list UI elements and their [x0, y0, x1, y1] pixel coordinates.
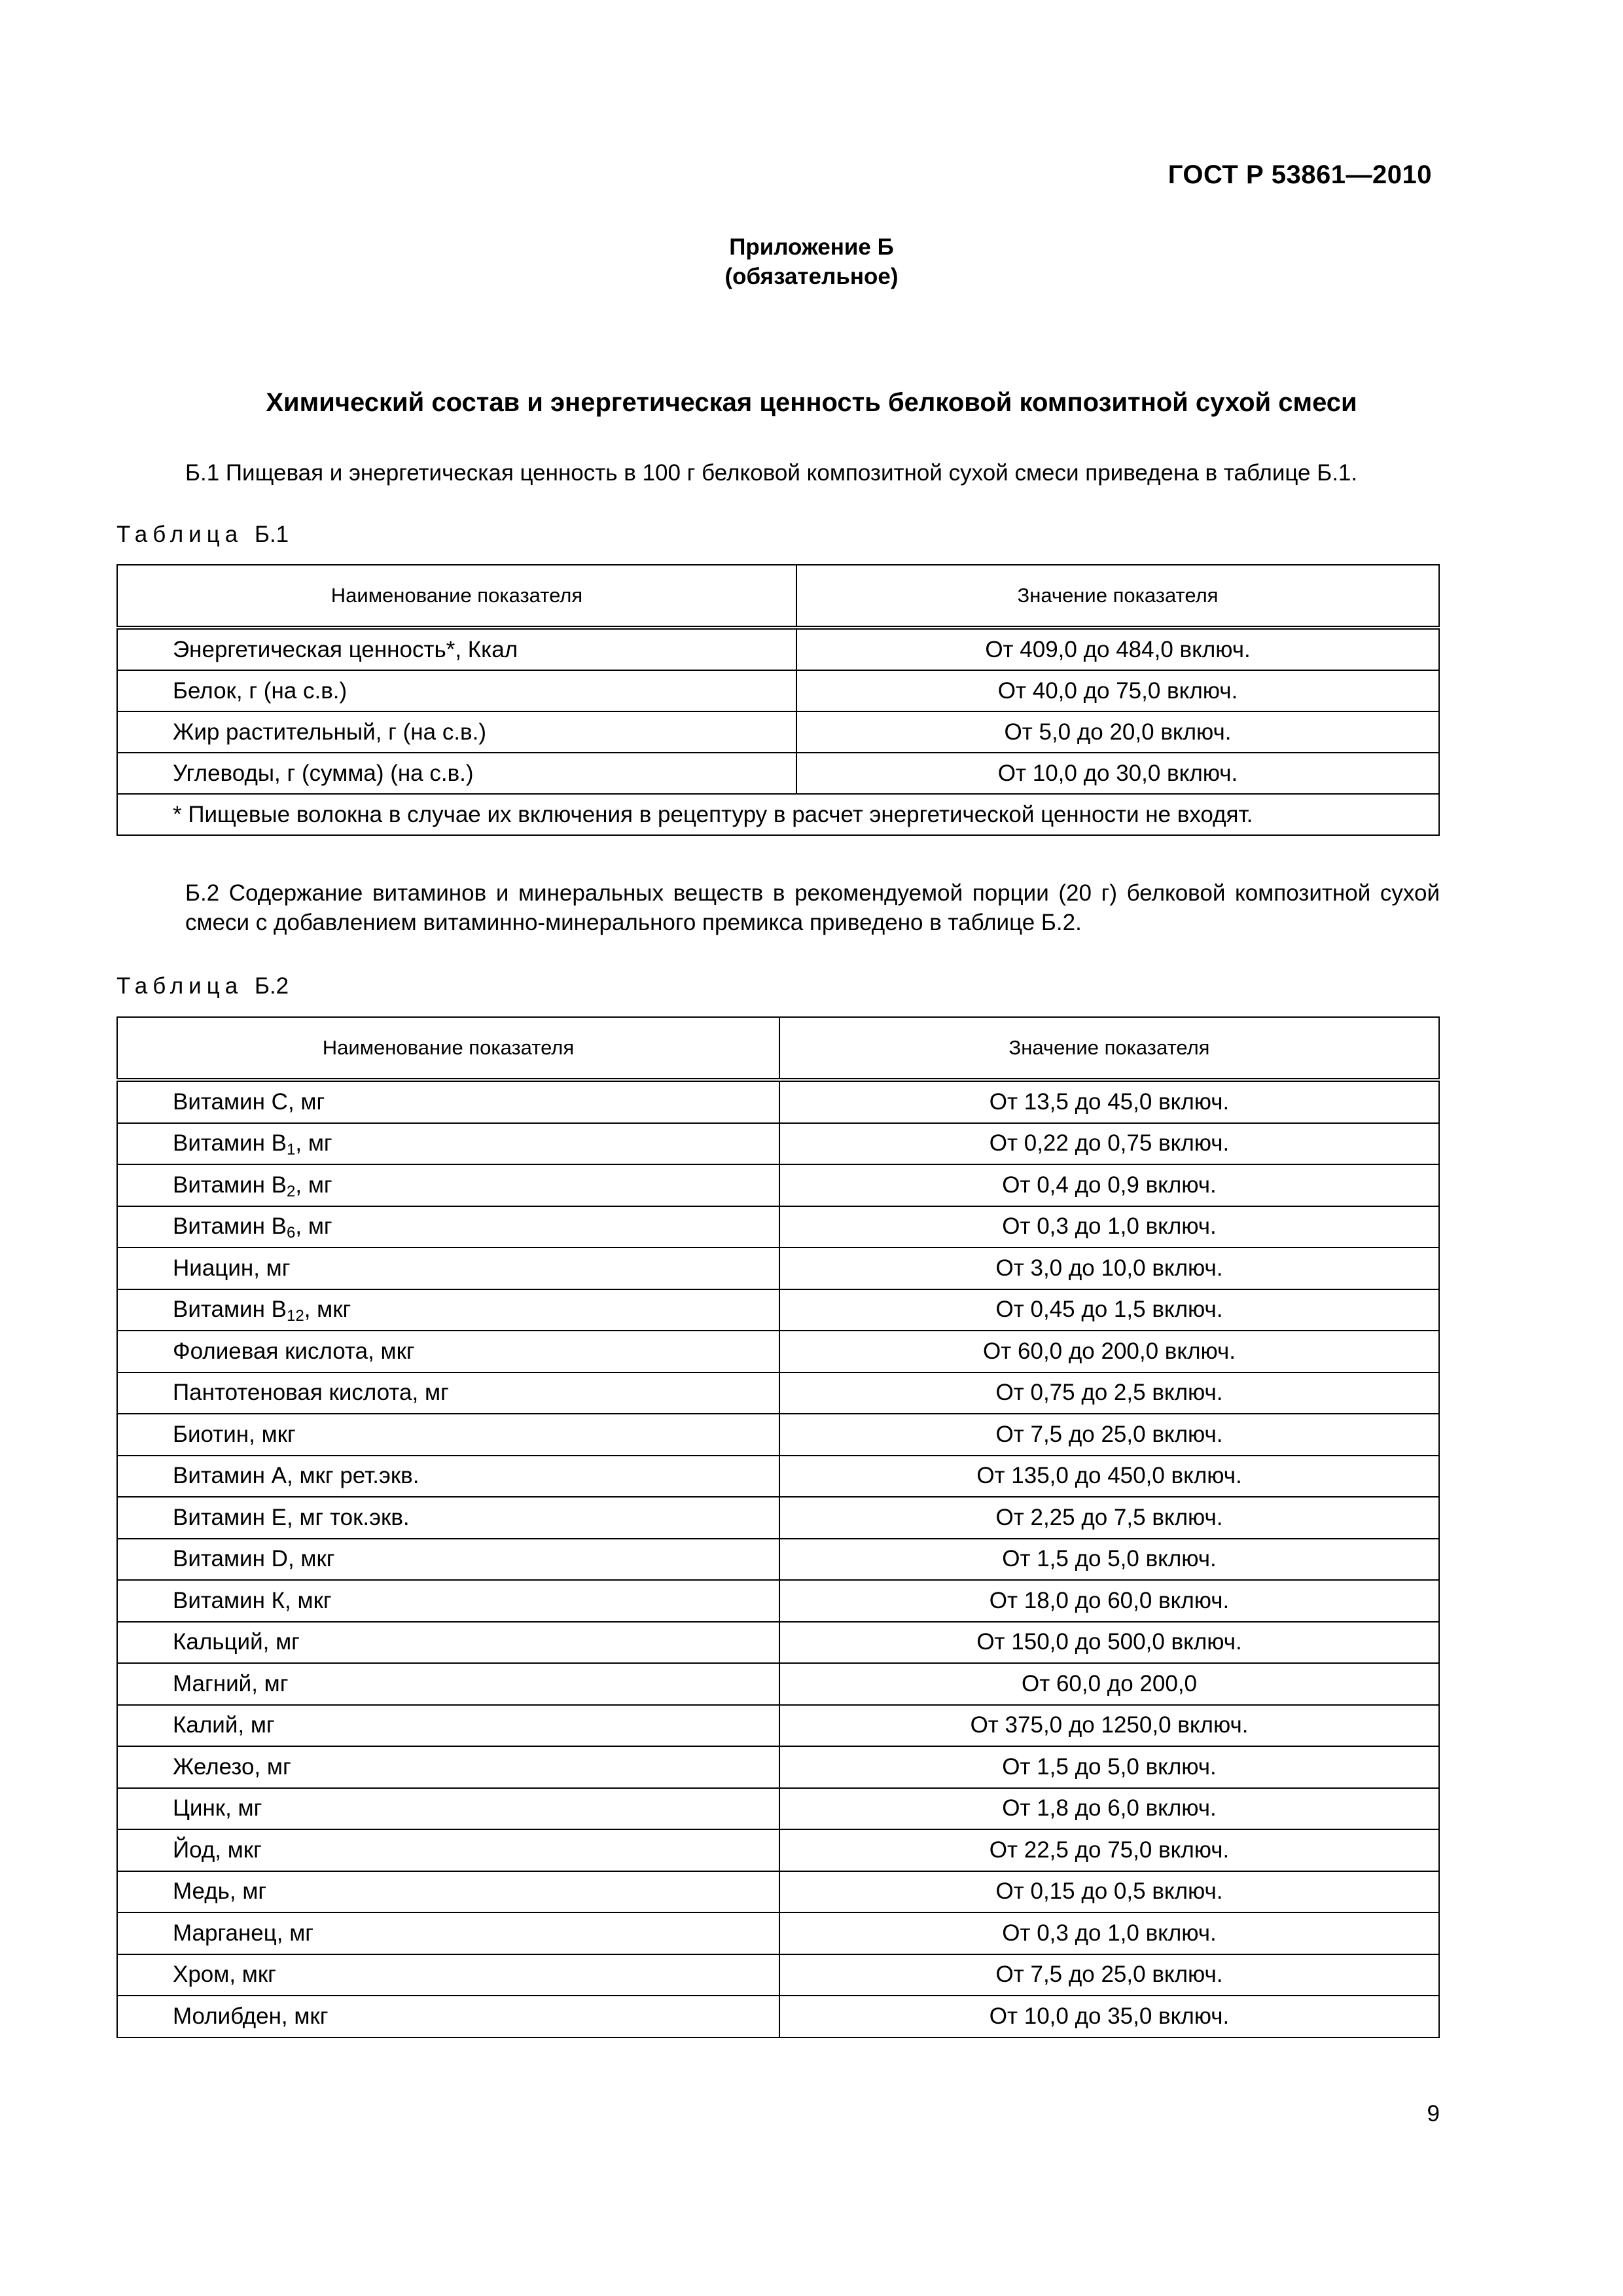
table-row — [117, 1788, 1439, 1830]
indicator-name-text: Витамин В — [173, 1172, 287, 1198]
indicator-name — [117, 1206, 779, 1248]
indicator-value: От 5,0 до 20,0 включ. — [796, 711, 1439, 753]
indicator-name — [117, 1912, 779, 1954]
indicator-name-text: Хром, мкг — [173, 1962, 276, 1988]
indicator-name-text: Витамин Е, мг ток.экв. — [173, 1504, 410, 1530]
indicator-name — [117, 1331, 779, 1372]
indicator-value: От 2,25 до 7,5 включ. — [779, 1497, 1439, 1539]
indicator-name — [117, 1622, 779, 1664]
indicator-name — [117, 1539, 779, 1581]
indicator-unit: , мг — [295, 1172, 332, 1198]
indicator-value: От 0,15 до 0,5 включ. — [779, 1871, 1439, 1913]
paragraph-b1-text: Б.1 Пищевая и энергетическая ценность в 100 г белковой композитной сухой смеси приведена в таблице Б.1. — [185, 460, 1358, 486]
indicator-value: От 7,5 до 25,0 включ. — [779, 1414, 1439, 1456]
indicator-name-text: Витамин D, мкг — [173, 1546, 335, 1572]
table-row — [117, 1622, 1439, 1664]
indicator-value: От 150,0 до 500,0 включ. — [779, 1622, 1439, 1664]
table1-header-value: Значение показателя — [796, 565, 1439, 628]
indicator-value: От 40,0 до 75,0 включ. — [796, 670, 1439, 711]
appendix-title: Приложение Б — [729, 234, 894, 260]
indicator-name-text: Ниацин, мг — [173, 1255, 291, 1281]
indicator-value: От 0,22 до 0,75 включ. — [779, 1123, 1439, 1165]
table-row — [117, 1746, 1439, 1788]
indicator-name-text: Железо, мг — [173, 1753, 291, 1780]
indicator-value: От 10,0 до 30,0 включ. — [796, 753, 1439, 794]
table1-caption-number: Б.1 — [254, 522, 289, 547]
indicator-name — [117, 1996, 779, 2037]
table-row — [117, 1080, 1439, 1123]
indicator-value: От 22,5 до 75,0 включ. — [779, 1829, 1439, 1871]
indicator-value: От 3,0 до 10,0 включ. — [779, 1247, 1439, 1289]
paragraph-b2 — [116, 878, 1440, 937]
indicator-name-text: Витамин С, мг — [173, 1088, 325, 1115]
indicator-value: От 0,4 до 0,9 включ. — [779, 1164, 1439, 1206]
document-code: ГОСТ Р 53861—2010 — [1168, 160, 1432, 189]
indicator-value: От 1,5 до 5,0 включ. — [779, 1746, 1439, 1788]
table-row — [117, 1705, 1439, 1747]
indicator-name — [117, 1456, 779, 1498]
indicator-name — [117, 1164, 779, 1206]
table-row — [117, 1663, 1439, 1705]
indicator-name — [117, 1414, 779, 1456]
indicator-name-text: Белок, г (на с.в.) — [173, 677, 348, 704]
indicator-name — [117, 1497, 779, 1539]
indicator-name-text: Витамин А, мкг рет.экв. — [173, 1463, 419, 1489]
paragraph-b2-text: Б.2 Содержание витаминов и минеральных веществ в рекомендуемой порции (20 г) белковой композитной сухой смеси с добавлением витаминно-минерального премикса приведено в таблице Б.2. — [185, 880, 1440, 935]
table-row — [117, 1164, 1439, 1206]
indicator-subscript: 6 — [287, 1224, 296, 1242]
indicator-name — [117, 1663, 779, 1705]
indicator-name-text: Йод, мкг — [173, 1837, 262, 1863]
indicator-value: От 13,5 до 45,0 включ. — [779, 1080, 1439, 1123]
indicator-name-text: Цинк, мг — [173, 1795, 262, 1821]
indicator-name-text: Молибден, мкг — [173, 2003, 329, 2029]
table-row — [117, 1829, 1439, 1871]
table1-footnote: * Пищевые волокна в случае их включения в рецептуру в расчет энергетической ценности не входят. — [117, 794, 1439, 835]
table2-header-name: Наименование показателя — [117, 1017, 779, 1080]
indicator-name — [117, 670, 796, 711]
table-row — [117, 1414, 1439, 1456]
table1-caption — [116, 522, 289, 548]
indicator-value: От 1,5 до 5,0 включ. — [779, 1539, 1439, 1581]
indicator-name-text: Фолиевая кислота, мкг — [173, 1338, 415, 1364]
indicator-name-text: Калий, мг — [173, 1712, 275, 1738]
table1-caption-word: Таблица — [116, 522, 243, 547]
indicator-name-text: Марганец, мг — [173, 1920, 314, 1946]
table1-body — [117, 628, 1439, 794]
table1-header-name: Наименование показателя — [117, 565, 796, 628]
indicator-name — [117, 1788, 779, 1830]
indicator-value: От 375,0 до 1250,0 включ. — [779, 1705, 1439, 1747]
table-row — [117, 1247, 1439, 1289]
indicator-name — [117, 1123, 779, 1165]
indicator-name — [117, 628, 796, 670]
indicator-name — [117, 1372, 779, 1414]
indicator-name-text: Биотин, мкг — [173, 1421, 296, 1447]
indicator-name-text: Магний, мг — [173, 1670, 289, 1696]
table2-caption-word: Таблица — [116, 973, 243, 999]
indicator-name — [117, 1247, 779, 1289]
indicator-name-text: Витамин В — [173, 1297, 287, 1323]
table-row — [117, 1912, 1439, 1954]
indicator-name — [117, 1580, 779, 1622]
indicator-name-text: Углеводы, г (сумма) (на с.в.) — [173, 760, 474, 786]
table1-footnote-row — [117, 794, 1439, 835]
table-row — [117, 1996, 1439, 2037]
table1-header-row — [117, 565, 1439, 628]
indicator-name-text: Медь, мг — [173, 1878, 267, 1905]
indicator-value: От 10,0 до 35,0 включ. — [779, 1996, 1439, 2037]
table-row — [117, 1289, 1439, 1331]
table-row — [117, 1372, 1439, 1414]
table2-caption-number: Б.2 — [254, 973, 289, 999]
indicator-name — [117, 711, 796, 753]
table2-caption — [116, 973, 289, 999]
indicator-name — [117, 1289, 779, 1331]
indicator-value: От 0,75 до 2,5 включ. — [779, 1372, 1439, 1414]
indicator-unit: , мг — [295, 1213, 332, 1240]
page-number: 9 — [1427, 2101, 1440, 2126]
indicator-name-text: Кальций, мг — [173, 1629, 300, 1655]
table-row — [117, 1954, 1439, 1996]
indicator-value: От 1,8 до 6,0 включ. — [779, 1788, 1439, 1830]
indicator-value: От 0,3 до 1,0 включ. — [779, 1206, 1439, 1248]
table-b2 — [116, 1016, 1440, 2038]
table-row — [117, 1456, 1439, 1498]
indicator-value: От 60,0 до 200,0 — [779, 1663, 1439, 1705]
table2-header-row — [117, 1017, 1439, 1080]
indicator-unit: , мг — [295, 1130, 332, 1157]
table-b1 — [116, 564, 1440, 836]
indicator-value: От 135,0 до 450,0 включ. — [779, 1456, 1439, 1498]
indicator-subscript: 2 — [287, 1182, 296, 1200]
indicator-name-text: Витамин В — [173, 1130, 287, 1157]
table-row — [117, 1331, 1439, 1372]
indicator-name — [117, 1080, 779, 1123]
indicator-name-text: Энергетическая ценность*, Ккал — [173, 636, 518, 662]
table-row — [117, 670, 1439, 711]
table2-header-value: Значение показателя — [779, 1017, 1439, 1080]
indicator-value: От 7,5 до 25,0 включ. — [779, 1954, 1439, 1996]
indicator-value: От 0,3 до 1,0 включ. — [779, 1912, 1439, 1954]
indicator-value: От 409,0 до 484,0 включ. — [796, 628, 1439, 670]
table-row — [117, 1539, 1439, 1581]
table-row — [117, 1580, 1439, 1622]
paragraph-b1 — [116, 458, 1440, 488]
indicator-unit: , мкг — [304, 1297, 351, 1323]
table-row — [117, 1123, 1439, 1165]
indicator-subscript: 12 — [287, 1307, 304, 1325]
table-row — [117, 1206, 1439, 1248]
appendix-status: (обязательное) — [724, 264, 899, 289]
indicator-name — [117, 1954, 779, 1996]
indicator-name-text: Витамин К, мкг — [173, 1587, 332, 1613]
indicator-subscript: 1 — [287, 1141, 296, 1159]
indicator-name — [117, 753, 796, 794]
table-row — [117, 711, 1439, 753]
table-row — [117, 1871, 1439, 1913]
indicator-name-text: Жир растительный, г (на с.в.) — [173, 719, 487, 745]
indicator-name — [117, 1829, 779, 1871]
indicator-value: От 18,0 до 60,0 включ. — [779, 1580, 1439, 1622]
indicator-value: От 60,0 до 200,0 включ. — [779, 1331, 1439, 1372]
indicator-name — [117, 1871, 779, 1913]
table-row — [117, 628, 1439, 670]
indicator-name — [117, 1746, 779, 1788]
indicator-name-text: Пантотеновая кислота, мг — [173, 1380, 449, 1406]
indicator-name-text: Витамин В — [173, 1213, 287, 1240]
appendix-heading — [0, 232, 1623, 291]
indicator-value: От 0,45 до 1,5 включ. — [779, 1289, 1439, 1331]
section-title: Химический состав и энергетическая ценность белковой композитной сухой смеси — [266, 388, 1357, 417]
indicator-name — [117, 1705, 779, 1747]
table2-body — [117, 1080, 1439, 2037]
table-row — [117, 753, 1439, 794]
table-row — [117, 1497, 1439, 1539]
